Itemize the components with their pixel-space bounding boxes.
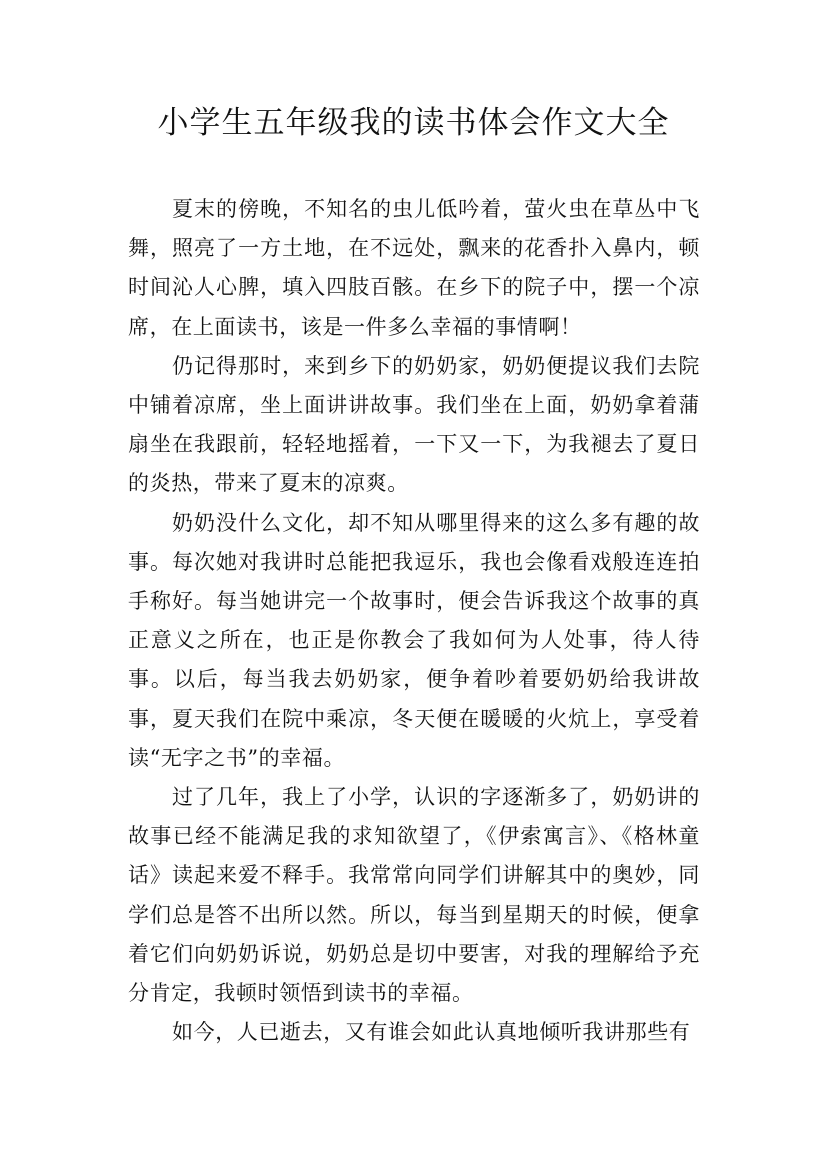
paragraph-5: 如今，人已逝去，又有谁会如此认真地倾听我讲那些有 bbox=[172, 1020, 691, 1045]
paragraph-1: 夏末的傍晚，不知名的虫儿低吟着，萤火虫在草丛中飞舞，照亮了一方土地，在不远处，飘来的花香扑入鼻内，顿时间沁人心脾，填入四肢百骸。在乡下的院子中，摆一个凉席，在上面读书，该是一件多么幸福的事情啊！ bbox=[128, 197, 700, 339]
document-title: 小学生五年级我的读书体会作文大全 bbox=[157, 105, 670, 141]
paragraph-2: 仍记得那时，来到乡下的奶奶家，奶奶便提议我们去院中铺着凉席，坐上面讲讲故事。我们坐在上面，奶奶拿着蒲扇坐在我跟前，轻轻地摇着，一下又一下，为我褪去了夏日的炎热，带来了夏末的凉爽。 bbox=[128, 353, 700, 496]
paragraph-3: 奶奶没什么文化，却不知从哪里得来的这么多有趣的故事。每次她对我讲时总能把我逗乐，我也会像看戏般连连拍手称好。每当她讲完一个故事时，便会告诉我这个故事的真正意义之所在，也正是你教会了我如何为人处事，待人待事。以后，每当我去奶奶家，便争着吵着要奶奶给我讲故事，夏天我们在院中乘凉，冬天便在暖暖的火炕上，享受着读“无字之书”的幸福。 bbox=[128, 510, 700, 770]
essay-body bbox=[128, 190, 700, 1052]
paragraph-4: 过了几年，我上了小学，认识的字逐渐多了，奶奶讲的故事已经不能满足我的求知欲望了，《伊索寓言》、《格林童话》读起来爱不释手。我常常向同学们讲解其中的奥妙，同学们总是答不出所以然。所以，每当到星期天的时候，便拿着它们向奶奶诉说，奶奶总是切中要害，对我的理解给予充分肯定，我顿时领悟到读书的幸福。 bbox=[128, 785, 700, 1006]
